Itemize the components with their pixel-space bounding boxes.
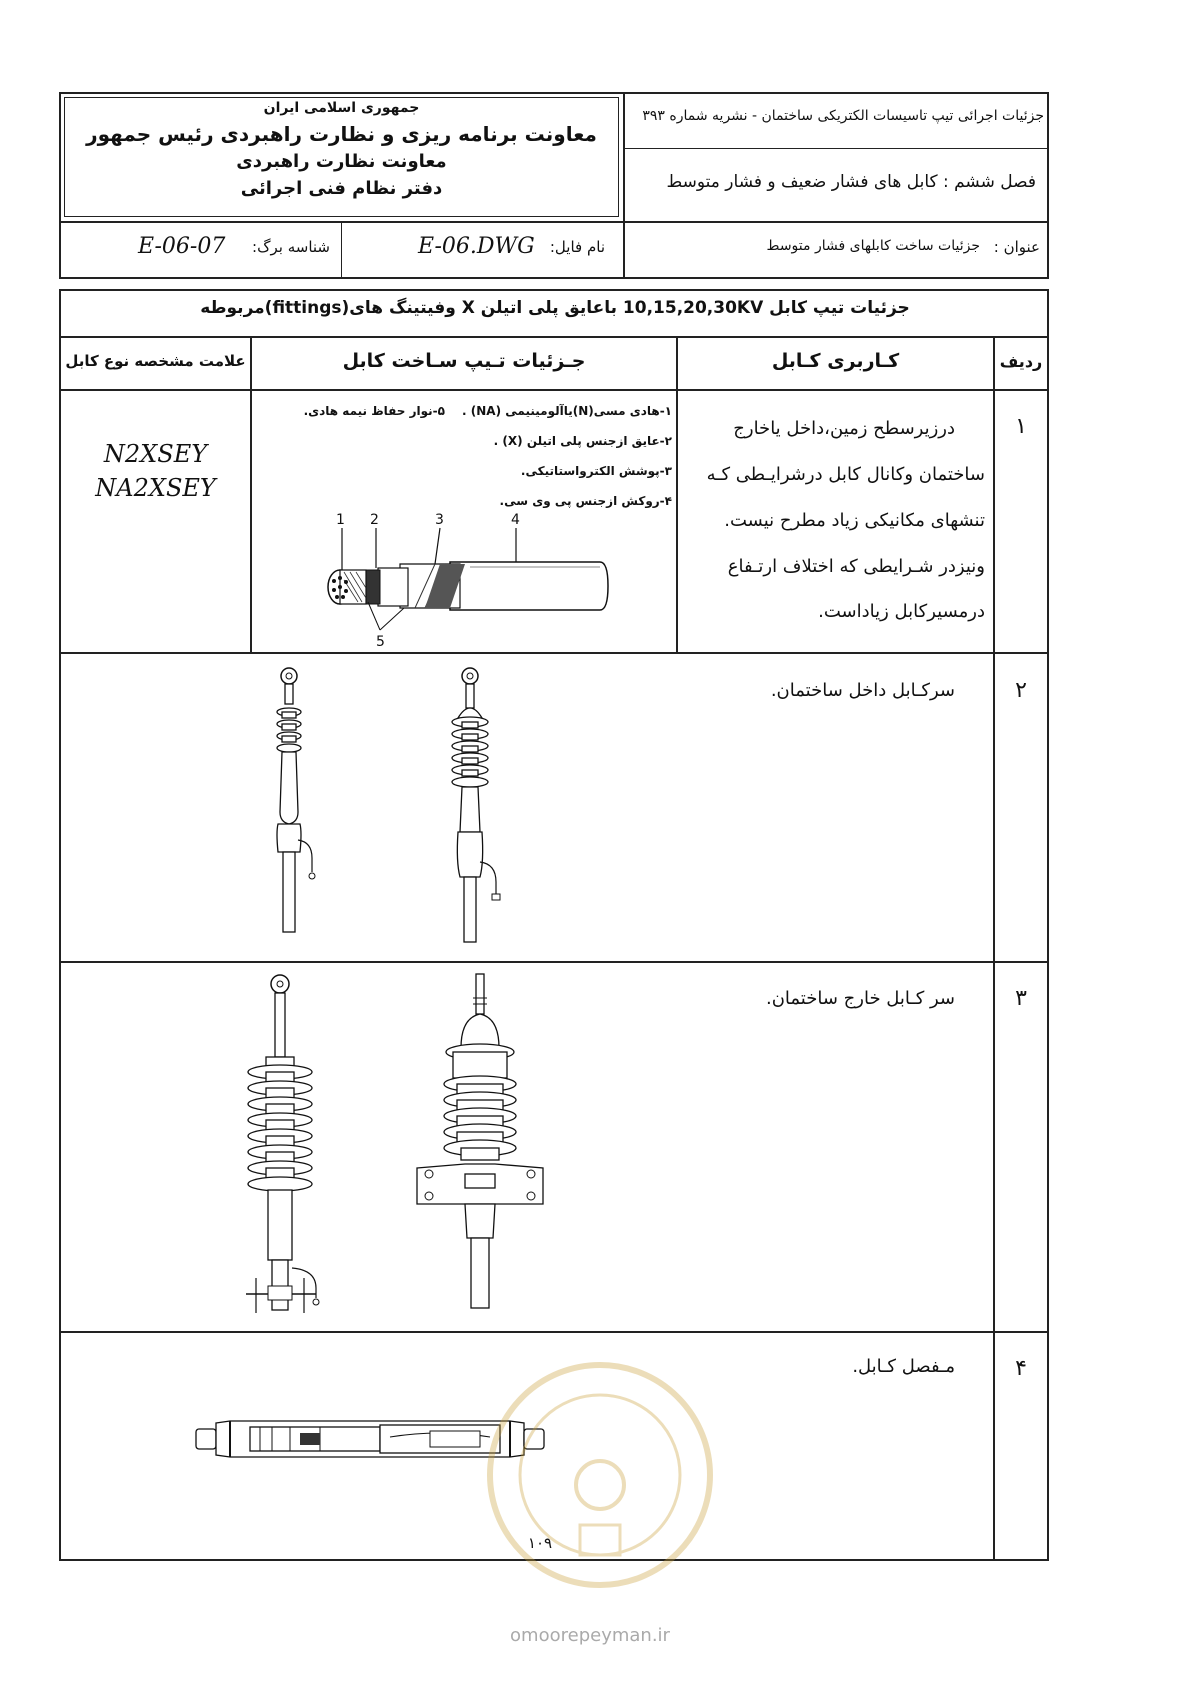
colheader-divider: [59, 389, 1049, 391]
org-line4: دفتر نظام فنی اجرائی: [240, 178, 443, 199]
watermark-logo: [470, 1345, 730, 1605]
legend-item-2: ۲-عایق ازجنس پلی اتیلن (X) .: [493, 434, 672, 448]
row3-usage: سر کـابل خارج ساختمان.: [765, 988, 955, 1009]
title-value: جزئیات ساخت کابلهای فشار متوسط: [766, 238, 980, 254]
header-divider-horizontal: [59, 221, 1049, 223]
indoor-termination-drawing-2: [440, 662, 520, 952]
row2-usage: سرکـابل داخل ساختمان.: [770, 680, 955, 701]
row2-number: ۲: [1015, 678, 1027, 703]
indoor-termination-drawing-1: [258, 662, 328, 942]
row4-usage: مـفصل کـابل.: [852, 1356, 955, 1377]
chapter-title: فصل ششم : کابل های فشار ضعیف و فشار متوسط: [666, 172, 1036, 192]
row1-divider: [59, 652, 1049, 654]
page-number: ۱۰۹: [527, 1534, 553, 1552]
legend-item-4: ۴-روکش ازجنس پی وی سی.: [499, 494, 672, 508]
cable-mark-1: N2XSEY: [103, 440, 208, 468]
row2-divider: [59, 961, 1049, 963]
org-line1: جمهوری اسلامی ایران: [263, 100, 420, 116]
row1-usage-line2: ساختمان وکانال کابل درشرایـطی کـه: [706, 464, 985, 485]
header-divider-vertical: [623, 92, 625, 279]
col-divider-usage: [676, 337, 678, 653]
cable-section-drawing: [300, 520, 620, 640]
header-divider-right-mid: [623, 148, 1049, 149]
file-label: نام فایل:: [549, 238, 605, 256]
legend-item-3: ۳-پوشش الکترواستاتیکی.: [520, 464, 672, 478]
col-header-detail: جـزئیات تـیپ سـاخت کابل: [342, 350, 586, 372]
callout-5: 5: [376, 634, 385, 650]
callout-4: 4: [511, 512, 520, 528]
row1-usage-line3: تنشهای مکانیکی زیاد مطرح نیست.: [724, 510, 985, 531]
row3-number: ۳: [1015, 986, 1027, 1011]
callout-2: 2: [370, 512, 379, 528]
header-divider-bottom-mid: [341, 221, 342, 279]
cable-mark-2: NA2XSEY: [95, 474, 216, 502]
publication-title: جزئیات اجرائی تیپ تاسیسات الکتریکی ساختمان - نشریه شماره ۳۹۳: [642, 108, 1044, 124]
row1-usage-line5: درمسیرکابل زیاداست.: [818, 601, 985, 622]
outdoor-termination-drawing-1: [236, 968, 336, 1318]
callout-3: 3: [435, 512, 444, 528]
org-line3: معاونت نظارت راهبردی: [236, 151, 447, 172]
col-header-mark: علامت مشخصه نوع کابل: [65, 352, 246, 370]
legend-item-5: ۵-نوار حفاظ نیمه هادی.: [303, 404, 445, 418]
col-header-row: ردیف: [999, 352, 1043, 371]
table-caption: جزئیات تیپ کابل 10,15,20,30KV باعایق پلی اتیلن X وفیتینگ های(fittings)مربوطه: [200, 298, 910, 318]
watermark-url: omoorepeyman.ir: [510, 1625, 670, 1646]
col-header-usage: کـاربری کـابل: [771, 350, 900, 372]
row1-usage-line1: درزیرسطح زمین،داخل یاخارج: [733, 418, 955, 439]
title-label: عنوان :: [993, 238, 1040, 256]
sheet-label: شناسه برگ:: [252, 238, 330, 256]
file-value: E-06.DWG: [418, 234, 535, 259]
row1-number: ۱: [1015, 414, 1027, 439]
row4-number: ۴: [1015, 1356, 1027, 1381]
row3-divider: [59, 1331, 1049, 1333]
org-line2: معاونت برنامه ریزی و نظارت راهبردی رئیس جمهور: [86, 122, 597, 146]
callout-1: 1: [336, 512, 345, 528]
row1-usage-line4: ونیزدر شـرایطی که اختلاف ارتـفاع: [727, 556, 985, 577]
legend-item-1: ۱-هادی مسی(N)یاآلومینیمی (NA) .: [462, 404, 672, 418]
sheet-value: E-06-07: [138, 234, 226, 259]
caption-divider: [59, 336, 1049, 338]
col-divider-mark: [250, 337, 252, 653]
outdoor-termination-drawing-2: [405, 968, 555, 1328]
